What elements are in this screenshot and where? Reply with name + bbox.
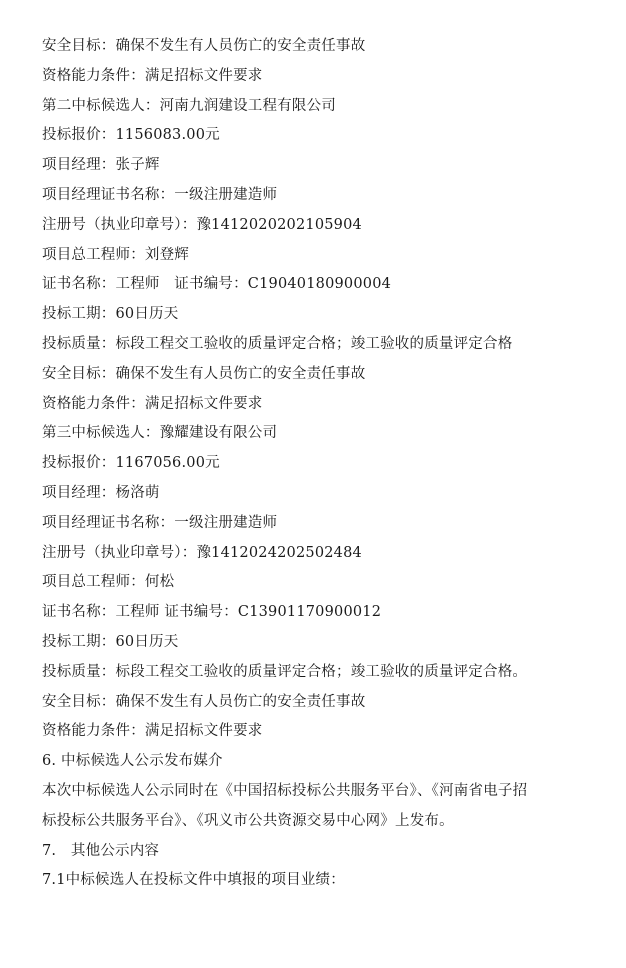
text-line: 项目经理：杨洛萌	[42, 485, 160, 501]
section-heading: 7. 其他公示内容	[42, 843, 160, 859]
text-line: 项目经理证书名称：一级注册建造师	[42, 515, 278, 531]
text-line: 资格能力条件：满足招标文件要求	[42, 396, 263, 412]
text-line: 证书名称：工程师 证书编号：C13901170900012	[42, 604, 382, 620]
text-line: 注册号（执业印章号）：豫1412024202502484	[42, 545, 362, 561]
text-line: 证书名称：工程师 证书编号：C19040180900004	[42, 276, 392, 292]
text-line: 标投标公共服务平台》、《巩义市公共资源交易中心网》上发布。	[42, 813, 454, 829]
text-line: 投标报价：1156083.00元	[42, 127, 220, 143]
text-line: 项目经理：张子辉	[42, 157, 160, 173]
text-line: 投标工期：60日历天	[42, 634, 179, 650]
text-line: 第二中标候选人：河南九润建设工程有限公司	[42, 98, 336, 114]
text-line: 项目总工程师：刘登辉	[42, 247, 189, 263]
text-line: 资格能力条件：满足招标文件要求	[42, 68, 263, 84]
text-line: 安全目标：确保不发生有人员伤亡的安全责任事故	[42, 366, 366, 382]
text-line: 第三中标候选人：豫耀建设有限公司	[42, 425, 278, 441]
text-line: 投标报价：1167056.00元	[42, 455, 220, 471]
text-line: 投标工期：60日历天	[42, 306, 179, 322]
text-line: 安全目标：确保不发生有人员伤亡的安全责任事故	[42, 38, 366, 54]
text-line: 本次中标候选人公示同时在《中国招标投标公共服务平台》、《河南省电子招	[42, 783, 528, 799]
text-line: 投标质量：标段工程交工验收的质量评定合格；竣工验收的质量评定合格。	[42, 664, 528, 680]
text-line: 资格能力条件：满足招标文件要求	[42, 723, 263, 739]
text-line: 7.1中标候选人在投标文件中填报的项目业绩：	[42, 872, 345, 888]
text-line: 投标质量：标段工程交工验收的质量评定合格；竣工验收的质量评定合格	[42, 336, 513, 352]
text-line: 安全目标：确保不发生有人员伤亡的安全责任事故	[42, 694, 366, 710]
section-heading: 6. 中标候选人公示发布媒介	[42, 753, 223, 769]
text-line: 项目经理证书名称：一级注册建造师	[42, 187, 278, 203]
text-line: 注册号（执业印章号）：豫1412020202105904	[42, 217, 362, 233]
text-line: 项目总工程师：何松	[42, 574, 175, 590]
